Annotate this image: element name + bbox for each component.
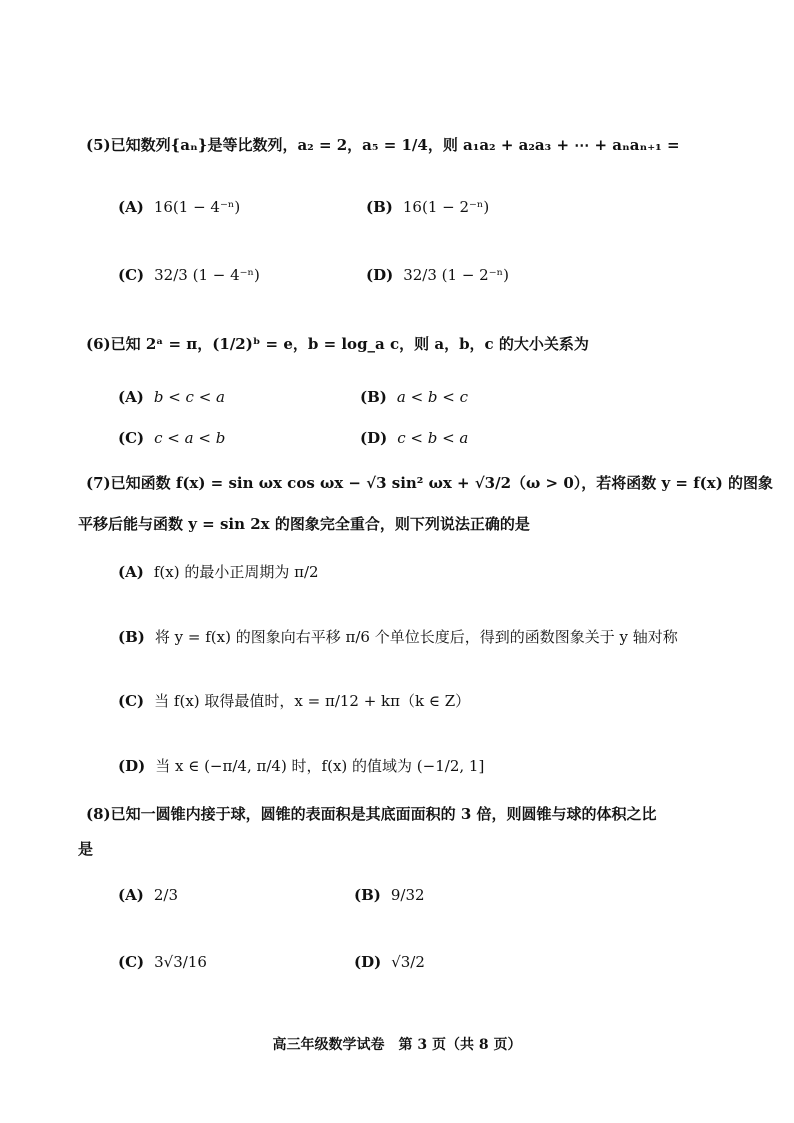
q5-option-a [118,198,240,216]
q6-option-a [118,388,225,406]
q8-stem-line1 [86,803,657,824]
q8-option-c-label: (C) [118,953,145,971]
q8-option-d-label: (D) [354,953,382,971]
q8-option-d [354,953,425,971]
q7-option-c-text: 当 f(x) 取得最值时，x = π/12 + kπ（k ∈ Z） [154,692,471,710]
q6-option-c-label: (C) [118,429,145,447]
q5-option-a-label: (A) [118,198,144,216]
q8-option-c-text: 3√3/16 [154,953,207,971]
q8-option-d-text: √3/2 [391,953,425,971]
q8-option-a-text: 2/3 [153,886,178,904]
q5-option-c [118,266,260,284]
q5-option-c-label: (C) [118,266,145,284]
q5-option-b-text: 16(1 − 2⁻ⁿ) [402,198,490,216]
q6-option-d-label: (D) [360,429,388,447]
q7-option-b-text: 将 y = f(x) 的图象向右平移 π/6 个单位长度后，得到的函数图象关于 y 轴对称 [154,628,678,646]
q5-option-d-label: (D) [366,266,394,284]
q6-option-a-text: b < c < a [153,388,225,406]
q8-number: (8) [86,805,111,823]
q8-option-c [118,953,207,971]
q6-option-b [360,388,468,406]
q8-option-a-label: (A) [118,886,144,904]
q7-option-d-text: 当 x ∈ (−π/4, π/4) 时，f(x) 的值域为 (−1/2, 1] [155,757,485,775]
page-footer: 高三年级数学试卷 第 3 页（共 8 页） [272,1037,522,1053]
q5-option-a-text: 16(1 − 4⁻ⁿ) [153,198,241,216]
q7-number: (7) [86,474,111,492]
q6-stem-text: 已知 2ᵃ = π，(1/2)ᵇ = e，b = log_a c，则 a，b，c 的大小关系为 [110,335,589,353]
q5-option-c-text: 32/3 (1 − 4⁻ⁿ) [154,266,260,284]
q5-stem-text: 已知数列{aₙ}是等比数列，a₂ = 2，a₅ = 1/4，则 a₁a₂ + a₂a₃ + ⋯ + aₙaₙ₊₁ = [110,136,680,154]
q6-option-c [118,429,225,447]
q8-stem-text-1: 已知一圆锥内接于球，圆锥的表面积是其底面面积的 3 倍，则圆锥与球的体积之比 [110,805,657,823]
q7-option-d-label: (D) [118,757,146,775]
q6-stem [86,333,589,354]
q7-option-c [118,690,470,711]
q8-option-b-label: (B) [354,886,381,904]
q5-option-d [366,266,509,284]
q7-option-a-text: f(x) 的最小正周期为 π/2 [153,563,319,581]
q7-option-a-label: (A) [118,563,144,581]
q7-option-b-label: (B) [118,628,145,646]
q7-stem-line2: 平移后能与函数 y = sin 2x 的图象完全重合，则下列说法正确的是 [78,515,530,533]
q8-option-b [354,886,425,904]
q6-option-a-label: (A) [118,388,144,406]
q8-option-a [118,886,178,904]
q7-option-b [118,626,678,647]
q5-option-b-label: (B) [366,198,393,216]
q5-number: (5) [86,136,111,154]
q7-option-a [118,561,319,582]
q5-option-d-text: 32/3 (1 − 2⁻ⁿ) [403,266,509,284]
q6-option-d [360,429,468,447]
q5-option-b [366,198,489,216]
q8-stem-line2: 是 [78,840,94,858]
q6-number: (6) [86,335,111,353]
q5-stem [86,134,680,155]
q6-option-b-text: a < b < c [396,388,469,406]
q7-option-c-label: (C) [118,692,145,710]
q6-option-d-text: c < b < a [397,429,469,447]
q8-option-b-text: 9/32 [390,886,425,904]
q6-option-c-text: c < a < b [154,429,226,447]
q7-stem-text-1: 已知函数 f(x) = sin ωx cos ωx − √3 sin² ωx + √3/2（ω > 0），若将函数 y = f(x) 的图象 [110,474,774,492]
q7-stem-line1 [86,472,773,493]
q6-option-b-label: (B) [360,388,387,406]
q7-option-d [118,755,484,776]
